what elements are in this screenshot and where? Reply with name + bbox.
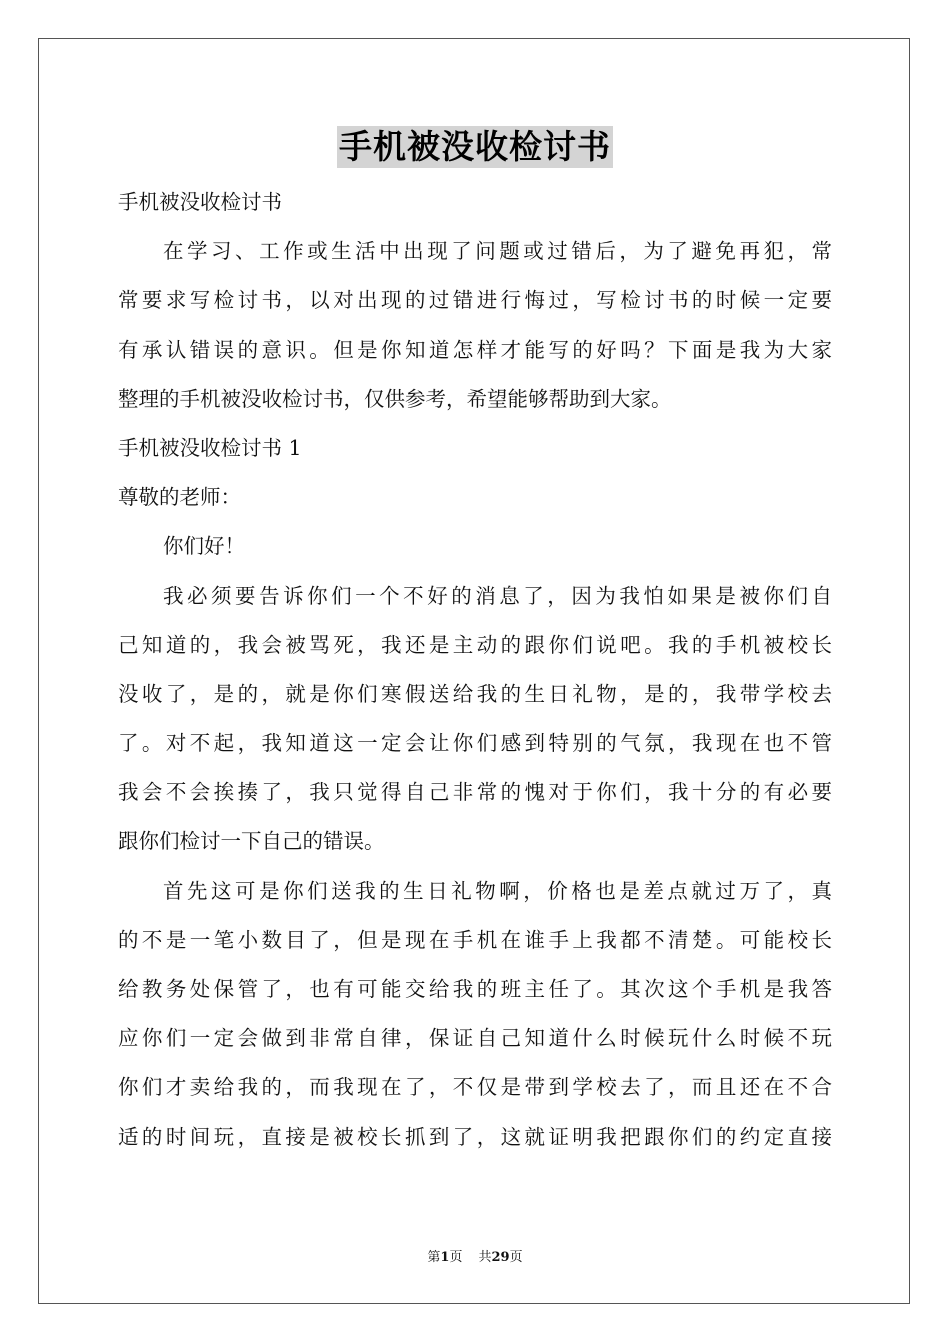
text-line: 在学习、工作或生活中出现了问题或过错后，为了避免再犯，常 <box>163 239 832 264</box>
text-line: 给教务处保管了，也有可能交给我的班主任了。其次这个手机是我答 <box>118 977 832 1001</box>
footer-page-prefix: 第 <box>427 1250 441 1265</box>
text-line: 你们才卖给我的，而我现在了，不仅是带到学校去了，而且还在不合 <box>118 1075 832 1100</box>
text-line: 有承认错误的意识。但是你知道怎样才能写的好吗？下面是我为大家 <box>118 337 832 362</box>
page-footer <box>0 1246 950 1265</box>
footer-page-number: 1 <box>440 1250 450 1265</box>
document-title: 手机被没收检讨书 <box>339 127 611 166</box>
text-line: 我必须要告诉你们一个不好的消息了，因为我怕如果是被你们自 <box>163 583 832 608</box>
footer-page-suffix: 页 <box>449 1250 463 1265</box>
footer-total-pages: 29 <box>491 1250 510 1265</box>
document-body <box>118 178 832 1162</box>
text-line: 常要求写检讨书，以对出现的过错进行悔过，写检讨书的时候一定要 <box>118 288 832 313</box>
text-line: 首先这可是你们送我的生日礼物啊，价格也是差点就过万了，真 <box>163 878 832 903</box>
text-line: 我会不会挨揍了，我只觉得自己非常的愧对于你们，我十分的有必要 <box>118 780 832 805</box>
text-line: 尊敬的老师： <box>118 485 241 510</box>
text-line: 没收了，是的，就是你们寒假送给我的生日礼物，是的，我带学校去 <box>118 681 832 706</box>
text-line: 整理的手机被没收检讨书，仅供参考，希望能够帮助到大家。 <box>118 386 672 411</box>
text-line: 你们好！ <box>163 534 245 559</box>
text-line: 的不是一笔小数目了，但是现在手机在谁手上我都不清楚。可能校长 <box>118 927 832 952</box>
text-line: 手机被没收检讨书 <box>118 190 282 214</box>
text-line: 跟你们检讨一下自己的错误。 <box>118 829 385 854</box>
text-line: 了。对不起，我知道这一定会让你们感到特别的气氛，我现在也不管 <box>118 731 832 756</box>
text-line: 适的时间玩，直接是被校长抓到了，这就证明我把跟你们的约定直接 <box>118 1124 832 1149</box>
text-line: 己知道的，我会被骂死，我还是主动的跟你们说吧。我的手机被校长 <box>118 632 832 657</box>
text-line: 应你们一定会做到非常自律，保证自己知道什么时候玩什么时候不玩 <box>118 1026 832 1051</box>
footer-total-suffix: 页 <box>509 1250 523 1265</box>
title-container <box>0 126 950 168</box>
text-line: 手机被没收检讨书 1 <box>118 435 302 460</box>
footer-total-prefix: 共 <box>478 1250 492 1265</box>
